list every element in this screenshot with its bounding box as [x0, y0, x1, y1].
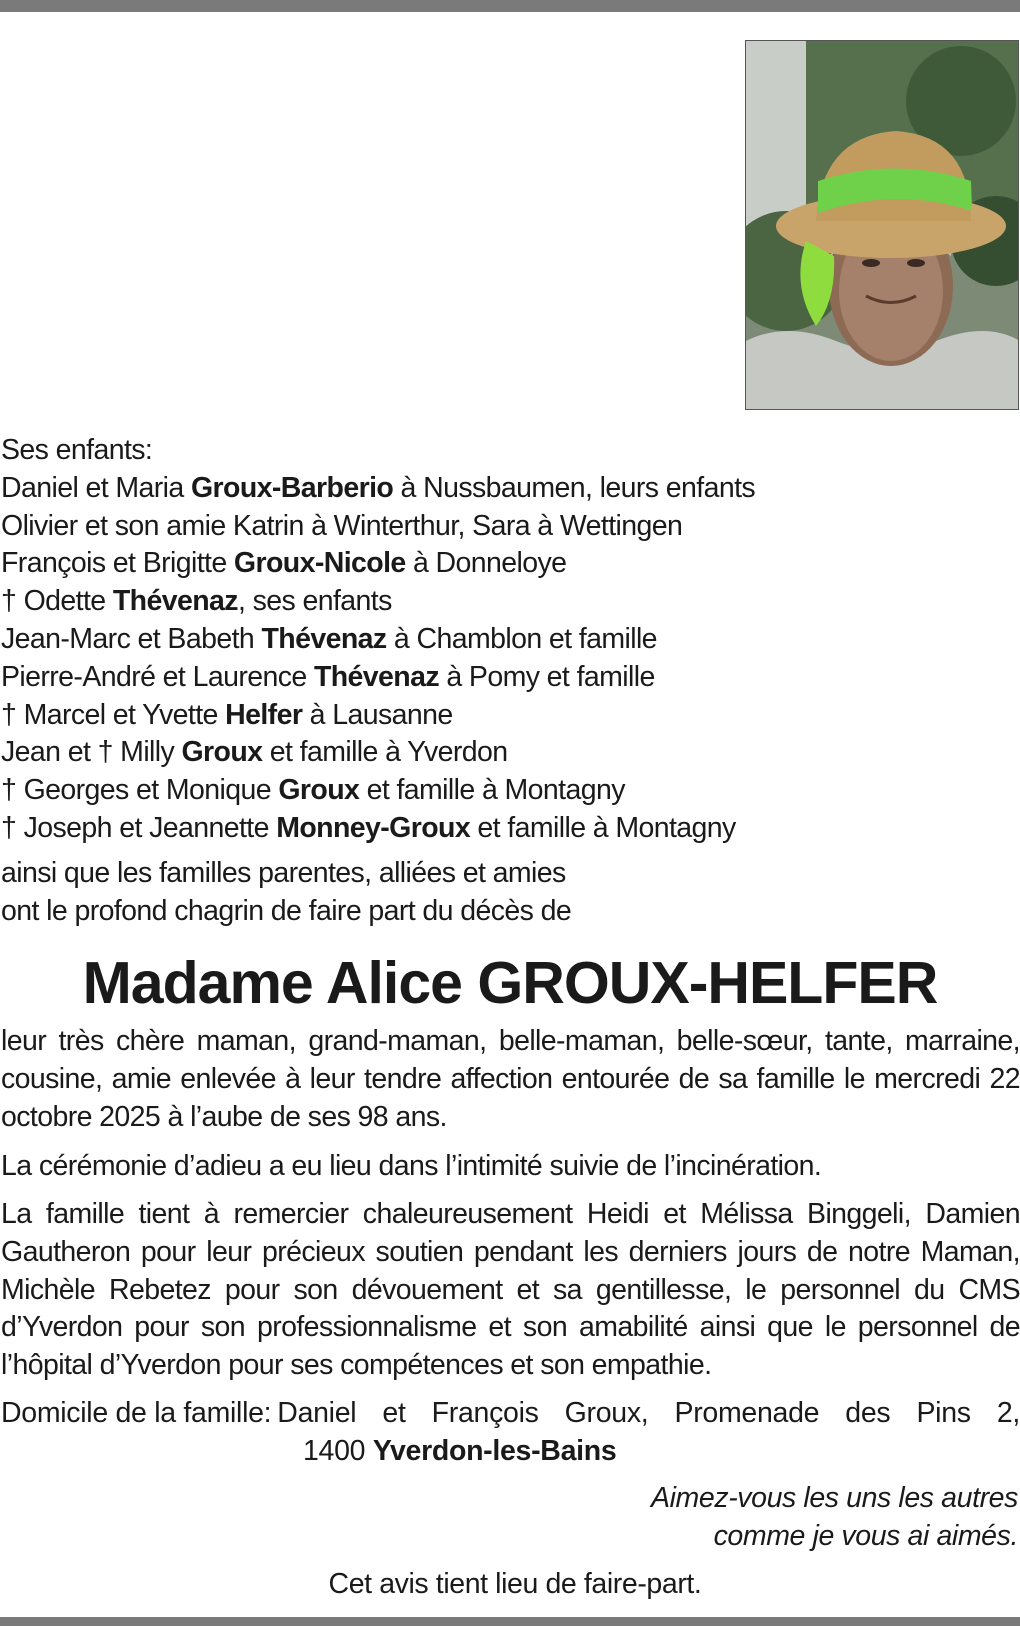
family-text: à Donneloye — [405, 547, 567, 580]
family-list — [1, 432, 1019, 848]
thanks-text: La famille tient à remercier chaleureusement Heidi et Mélissa Binggeli, Damien Gautheron pour leur précieux soutien pendant les derniers jours de notre Maman, Michèle Rebetez pour son dévouement et sa gentillesse, le personnel du CMS d’Yverdon pour son professionnalisme et son amabilité ainsi que le personnel de l’hôpital d’Yverdon pour ses compétences et son empathie. — [1, 1198, 1020, 1382]
domicile-address: Daniel et François Groux, Promenade des Pins 2, — [277, 1397, 1020, 1429]
tribute-paragraph — [1, 1023, 1020, 1136]
thanks-paragraph — [1, 1196, 1020, 1385]
family-line — [1, 772, 1019, 810]
quote — [651, 1480, 1018, 1556]
family-surname: Groux-Nicole — [233, 547, 406, 580]
family-text: † Georges et Monique — [1, 774, 279, 807]
family-text: † Odette — [1, 585, 113, 618]
family-text: Daniel et Maria — [1, 471, 191, 504]
quote-line-1: Aimez-vous les uns les autres — [651, 1482, 1018, 1514]
family-text: à Pomy et famille — [439, 660, 655, 693]
domicile-block — [1, 1395, 1020, 1471]
ceremony-text: La cérémonie d’adieu a eu lieu dans l’intimité suivie de l’incinération. — [1, 1150, 822, 1182]
family-line — [1, 432, 1019, 470]
intro-line-2: ont le profond chagrin de faire part du décès de — [1, 894, 572, 927]
family-text: et famille à Yverdon — [262, 736, 508, 769]
family-surname: Helfer — [225, 698, 303, 731]
family-text: à Nussbaumen, leurs enfants — [393, 471, 756, 504]
family-line — [1, 621, 1019, 659]
domicile-city: Yverdon-les-Bains — [372, 1434, 617, 1467]
family-text: Jean et † Milly — [1, 736, 182, 769]
family-surname: Monney-Groux — [276, 811, 471, 844]
ceremony-paragraph — [1, 1148, 1020, 1186]
top-rule — [0, 0, 1020, 12]
family-text: Olivier et son amie Katrin à Winterthur, Sara à Wettingen — [1, 509, 683, 542]
family-surname: Groux — [278, 774, 360, 807]
domicile-label: Domicile de la famille: — [1, 1397, 272, 1429]
family-line — [1, 508, 1019, 546]
tribute-text: leur très chère maman, grand-maman, belle-maman, belle-sœur, tante, marraine, cousine, amie enlevée à leur tendre affection entourée de sa famille le mercredi 22 octobre 2025 à l’aube de ses 98 ans. — [1, 1025, 1020, 1133]
family-surname: Thévenaz — [112, 585, 238, 618]
family-surname: Thévenaz — [313, 660, 440, 693]
family-line — [1, 545, 1019, 583]
family-surname: Groux — [181, 736, 263, 769]
deceased-name: Madame Alice GROUX-HELFER — [82, 950, 938, 1016]
family-line — [1, 659, 1019, 697]
family-line — [1, 697, 1019, 735]
quote-line-2: comme je vous ai aimés. — [713, 1519, 1018, 1552]
intro-text — [1, 855, 1019, 931]
family-text: Jean-Marc et Babeth — [1, 622, 262, 655]
family-line — [1, 470, 1019, 508]
family-text: et famille à Montagny — [470, 811, 736, 844]
bottom-rule — [0, 1617, 1020, 1626]
portrait-photo — [745, 40, 1019, 410]
domicile-postcode: 1400 — [303, 1434, 373, 1467]
notice-text — [0, 1566, 1020, 1604]
family-text: Ses enfants: — [1, 434, 153, 466]
family-text: Pierre-André et Laurence — [1, 660, 314, 693]
family-text: à Chamblon et famille — [386, 622, 657, 655]
family-surname: Thévenaz — [261, 622, 387, 655]
family-text: à Lausanne — [302, 698, 453, 731]
family-line — [1, 810, 1019, 848]
intro-line-1: ainsi que les familles parentes, alliées et amies — [1, 857, 566, 889]
family-line — [1, 583, 1019, 621]
family-text: François et Brigitte — [1, 547, 234, 580]
family-text: et famille à Montagny — [359, 774, 625, 807]
notice-label: Cet avis tient lieu de faire-part. — [328, 1568, 702, 1600]
family-text: , ses enfants — [237, 585, 392, 618]
family-text: † Joseph et Jeannette — [1, 811, 277, 844]
family-surname: Groux-Barberio — [190, 471, 394, 504]
family-line — [1, 734, 1019, 772]
family-text: † Marcel et Yvette — [1, 698, 226, 731]
